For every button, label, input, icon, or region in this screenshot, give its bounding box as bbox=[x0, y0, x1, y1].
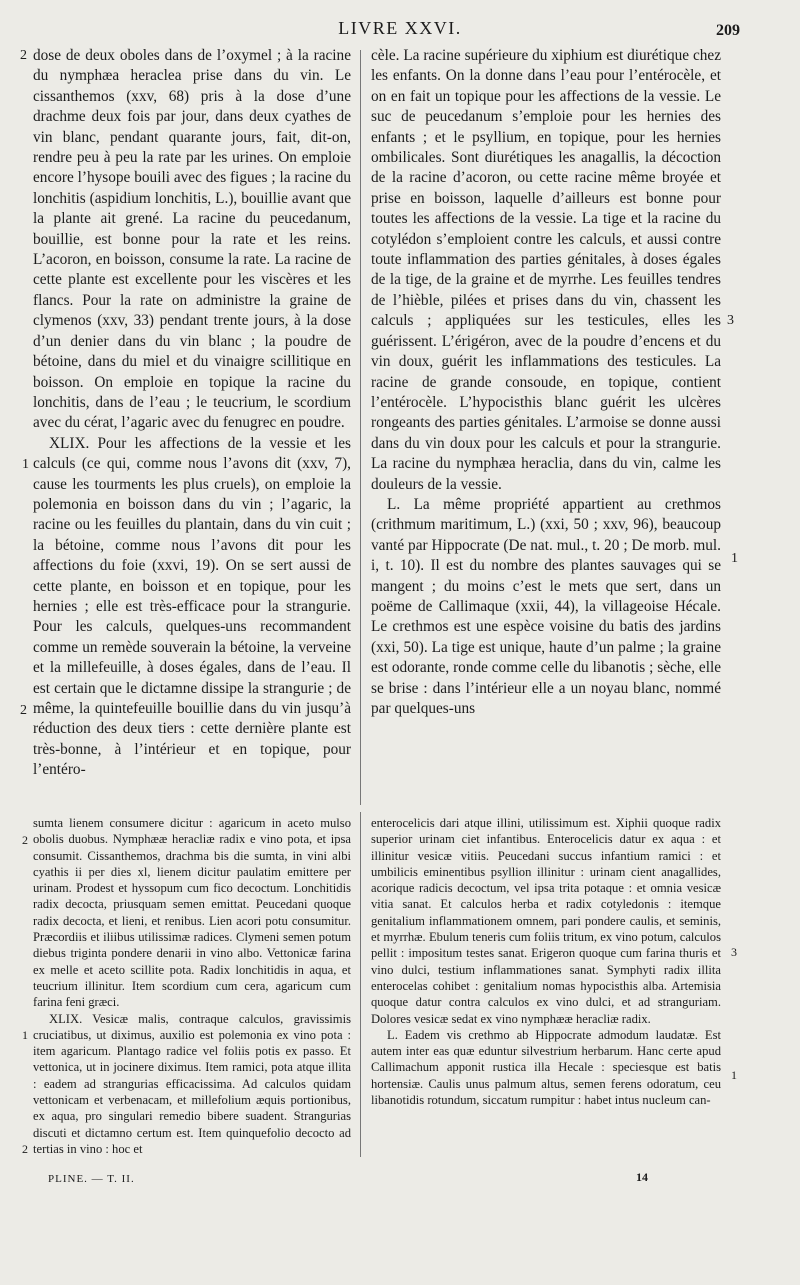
latin-left-column bbox=[33, 815, 351, 1157]
french-right-paragraph-1: cèle. La racine supérieure du xiphium est diurétique chez les enfants. On la donne dans l’eau pour l’entérocèle, et on en fait un topique pour les affections de la vessie. Le suc de peucedanum s’emploie pour les hernies des enfants ; et le psyllium, en topique, pour les hernies ombilicales. Sont diurétiques les anagallis, la décoction de la racine d’acoron, ou cette racine même broyée et prise en boisson, laquelle d’ailleurs est bonne pour toutes les affections de la vessie. La tige et la racine du cotylédon s’emploient contre les calculs, et aussi contre toute inflammation des parties génitales, à doses égales de la tige, de la graine et de myrrhe. Les feuilles tendres de l’hièble, pilées et prises dans du vin, chassent les calculs ; appliquées sur les testicules, elles les guérissent. L’érigéron, avec de la poudre d’encens et du vin doux, guérit les inflammations des testicules. La racine de grande consoude, en topique, contient l’entérocèle. L’hypocisthis blanc guérit les ulcères rongeants des parties génitales. L’armoise se donne aussi dans du vin doux pour les calculs et pour la strangurie. La racine du nymphæa heraclia, dans du vin, calme les douleurs de la vessie. bbox=[371, 47, 721, 493]
margin-note-number: 1 bbox=[731, 551, 738, 566]
french-right-paragraph-2: L. La même propriété appartient au crethmos (crithmum maritimum, L.) (xxi, 50 ; xxv, 96), beaucoup vanté par Hippocrate (De nat. mul., t. 20 ; De morb. mul. i, t. 10). Il est du nombre des plantes sauvages qui se mangent ; du moins c’est le mets que sert, dans un poëme de Callimaque (xxii, 44), la villageoise Hécale. Le crethmos est une espèce voisine du batis des jardins (xxi, 50). La tige est unique, haute d’un palme ; la graine est odorante, ronde comme celle du libanotis ; sèche, elle se brise : dans l’intérieur elle a un noyau blanc, nommé par quelques-uns bbox=[371, 495, 721, 717]
latin-column-divider bbox=[360, 812, 361, 1157]
page-number: 209 bbox=[716, 22, 740, 39]
latin-right-paragraph-2: L. Eadem vis crethmo ab Hippocrate admodum laudatæ. Est autem inter eas quæ eduntur silvestrium herbarum. Hanc certe apud Callimachum apponit rustica illa Hecale : speciesque est batis hortensiæ. Caulis unus palmum altus, semen ferens odoratum, ceu libanotidis rotundum, siccatum rumpitur : habet intus nucleum can- bbox=[371, 1027, 721, 1108]
margin-note-number: 2 bbox=[22, 833, 28, 847]
margin-note-number: 2 bbox=[22, 1142, 28, 1156]
latin-left-paragraph-1: sumta lienem consumere dicitur : agaricum in aceto mulso obolis duobus. Nymphææ heracliæ radix e vino pota, et ipsa consumit. Cissanthemos, drachma bis die sumta, in vini albi cyathis ii per dies xl, lienem dicitur paulatim emittere per urinam. Prodest et hyssopum cum fico decoctum. Lonchitidis radix decocta, priusquam semen emittat. Peucedani quoque radix decocta, et lieni, et renibus. Lien acori potu consumitur. Præcordiis et iliibus utilissimæ radices. Clymeni semen potum diebus triginta pondere denarii in vino albo. Vettonicæ farina ex melle et aceto scillite pota. Radix lonchitidis in aqua, et teucrium illinitur. Item scordium cum cera, agaricum cum farina feni græci. bbox=[33, 816, 351, 1010]
margin-note-number: 2 bbox=[20, 703, 27, 718]
margin-note-number: 3 bbox=[727, 313, 734, 328]
latin-right-column bbox=[371, 815, 721, 1108]
margin-note-number: 3 bbox=[731, 945, 737, 959]
french-left-paragraph-2: XLIX. Pour les affections de la vessie et les calculs (ce qui, comme nous l’avons dit (xxv, 7), cause les tourments les plus cruels), on emploie la polemonia en boisson dans du vin ; l’agaric, la racine ou les feuilles du plantain, dans du vin cuit ; la bétoine, comme nous l’avons dit pour les affections du foie (xxvi, 19). On se sert aussi de cette plante, en boisson et en topique, pour les hernies ; elle est très-efficace pour la strangurie. Pour les calculs, quelques-uns recommandent comme un remède souverain la bétoine, la verveine et la millefeuille, à doses égales, dans de l’eau. Il est certain que le dictamne dissipe la strangurie ; de même, la quintefeuille bouillie dans du vin jusqu’à réduction des deux tiers : cette dernière plante est très-bonne, à l’intérieur et en topique, pour l’entéro- bbox=[33, 434, 351, 779]
column-divider bbox=[360, 50, 361, 805]
running-title: LIVRE XXVI. bbox=[338, 18, 462, 38]
sheet-number: 14 bbox=[636, 1170, 648, 1184]
french-right-column bbox=[371, 46, 721, 719]
margin-note-number: 1 bbox=[22, 1028, 28, 1042]
french-left-paragraph-1: dose de deux oboles dans de l’oxymel ; à la racine du nymphæa heraclea prise dans du vin. Le cissanthemos (xxv, 68) pris à la dose d’une drachme deux fois par jour, dans deux cyathes de vin blanc, pendant quarante jours, fait, dit-on, rendre peu à peu la rate par les urines. On emploie encore l’hysope bouili avec des figues ; la racine du lonchitis (aspidium lonchitis, L.), bouillie avant que la plante ait grené. La racine du peucedanum, bouillie, est bonne pour la rate et les reins. L’acoron, en boisson, consume la rate. La racine de cette plante est excellente pour les viscères et les flancs. Pour la rate on administre la graine de clymenos (xxv, 33) pendant trente jours, à la dose d’un denier dans du vin blanc ; la poudre de bétoine, dans du miel et du vinaigre scillitique en boisson. On emploie en topique la racine du lonchitis, dans de l’eau ; le teucrium, le scordium avec du cérat, l’agaric avec du fenugrec en poudre. bbox=[33, 47, 351, 432]
margin-note-number: 2 bbox=[20, 48, 27, 63]
page-header bbox=[0, 18, 800, 48]
margin-note-number: 1 bbox=[731, 1068, 737, 1082]
latin-right-paragraph-1: enterocelicis dari atque illini, utilissimum est. Xiphii quoque radix superior urinam ciet infantibus. Enterocelicis datur ex aqua : et illinitur vesicæ vitiis. Peucedani succus infantium ramici : et umbilicis eminentibus psyllion illinitur : urinam cient anagallides, acorique radicis decoctum, vel ipsa trita potaque : et omnia vesicæ vitia sanat. Et calculos herba et radix cotyledonis : itemque genitalium inflammationem omnem, pari pondere caulis, et seminis, et myrrhæ. Ebulum teneris cum foliis tritum, ex vino potum, calculos pellit : impositum testes sanat. Erigeron quoque cum farina thuris et vino dulci, testium inflammationes sanat. Symphyti radix illita enterocelas cohibet : genitalium nomas hypocisthis alba. Artemisia quoque datur contra calculos ex vino dulci, et ad stranguriam. Dolores vesicæ sedat ex vino nymphææ heracliæ radix. bbox=[371, 816, 721, 1026]
margin-note-number: 1 bbox=[22, 457, 29, 472]
printer-signature: PLINE. — T. II. bbox=[48, 1173, 135, 1185]
french-left-column bbox=[33, 46, 351, 781]
latin-left-paragraph-2: XLIX. Vesicæ malis, contraque calculos, gravissimis cruciatibus, ut diximus, auxilio est polemonia ex vino pota : item agaricum. Plantago radice vel foliis potis ex passo. Et vettonica, ut in jocinere diximus. Item ramici, pota atque illita : eadem ad strangurias efficacissima. Ad calculos quidam vettonicam et verbenacam, et millefolium æquis portionibus, ex aqua, pro singulari remedio bibere suadent. Strangurias discuti et dictamno certum est. Item quinquefolio decocto ad tertias in vino : hoc et bbox=[33, 1011, 351, 1156]
